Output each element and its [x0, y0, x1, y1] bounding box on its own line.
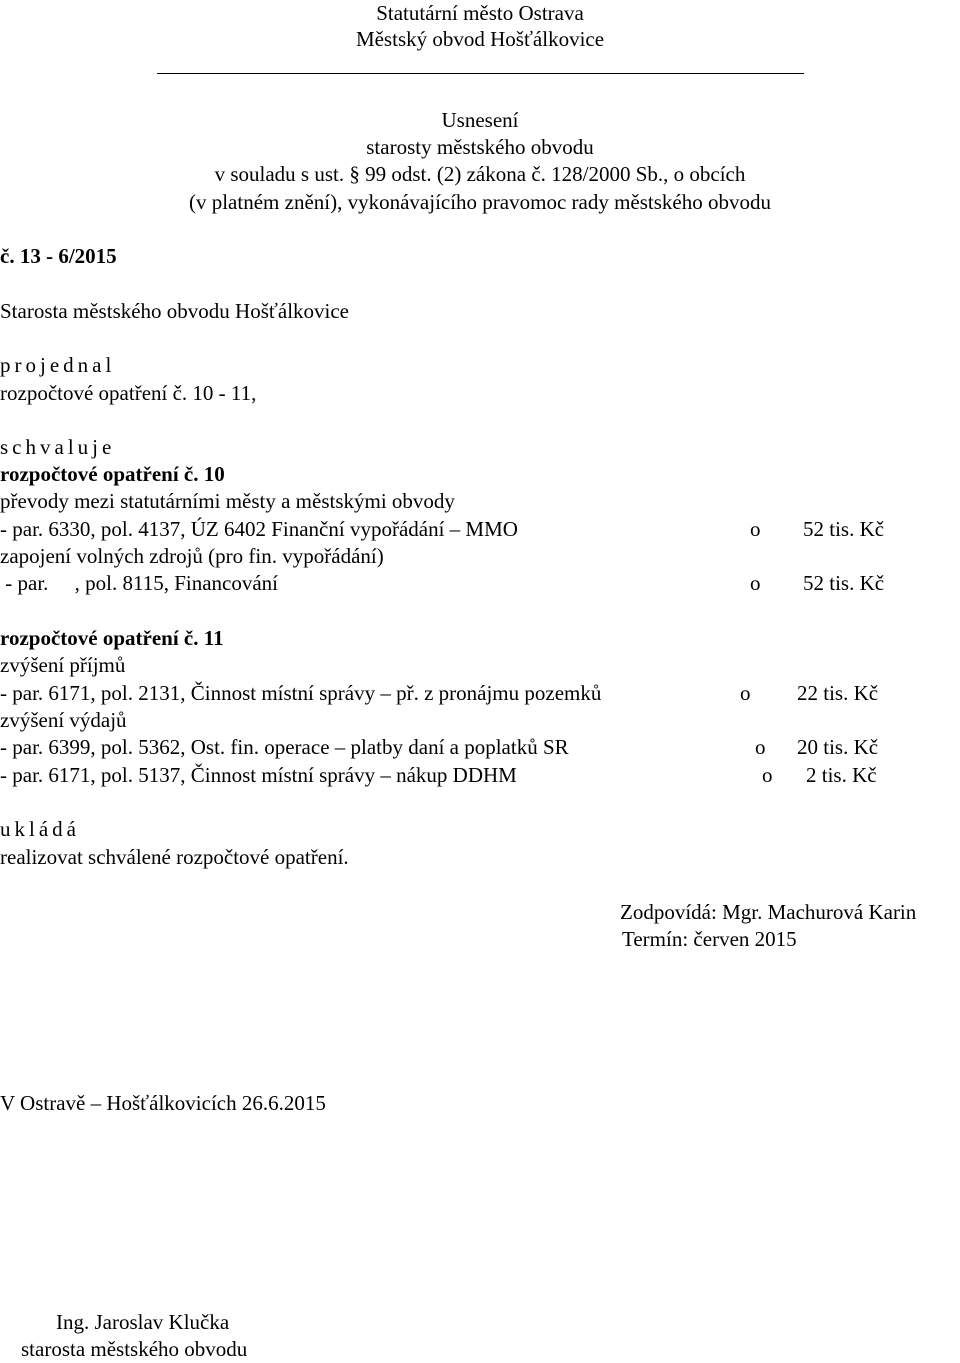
- measure-10-title: rozpočtové opatření č. 10: [0, 462, 225, 486]
- funding-item: - par. , pol. 8115, Financování: [0, 571, 279, 595]
- measure-11-title: rozpočtové opatření č. 11: [0, 626, 224, 650]
- legal-basis: v souladu s ust. § 99 odst. (2) zákona č. 128/2000 Sb., o obcích: [214, 162, 746, 186]
- transfer-o: o: [750, 517, 761, 541]
- expense-heading: zvýšení výdajů: [0, 708, 127, 732]
- place-date: V Ostravě – Hošťálkovicích 26.6.2015: [0, 1091, 326, 1115]
- responsible-person: Zodpovídá: Mgr. Machurová Karin: [620, 900, 917, 924]
- signatory-role: starosta městského obvodu: [21, 1337, 248, 1361]
- funding-heading: zapojení volných zdrojů (pro fin. vypořádání): [0, 544, 384, 568]
- expense-o: o: [762, 763, 773, 787]
- expense-amount: 20 tis. Kč: [797, 735, 879, 759]
- district-name: Městský obvod Hošťálkovice: [355, 27, 605, 51]
- header-divider: [157, 73, 804, 74]
- verb-projednal: projednal: [0, 353, 116, 377]
- verb-uklada: ukládá: [0, 817, 80, 841]
- expense-o: o: [755, 735, 766, 759]
- transfer-amount: 52 tis. Kč: [803, 517, 885, 541]
- verb-schvaluje: schvaluje: [0, 435, 116, 459]
- legal-basis-continued: (v platném znění), vykonávajícího pravomoc rady městského obvodu: [188, 190, 771, 214]
- signatory-name: Ing. Jaroslav Klučka: [56, 1310, 230, 1334]
- income-item: - par. 6171, pol. 2131, Činnost místní správy – př. z pronájmu pozemků: [0, 681, 602, 705]
- transfer-heading: převody mezi statutárními městy a městskými obvody: [0, 489, 455, 513]
- document-title: Usnesení: [441, 108, 519, 132]
- deadline: Termín: červen 2015: [622, 927, 797, 951]
- funding-amount: 52 tis. Kč: [803, 571, 885, 595]
- expense-item: - par. 6171, pol. 5137, Činnost místní správy – nákup DDHM: [0, 763, 517, 787]
- uklada-text: realizovat schválené rozpočtové opatření.: [0, 845, 349, 869]
- funding-o: o: [750, 571, 761, 595]
- city-name: Statutární město Ostrava: [376, 1, 584, 25]
- expense-item: - par. 6399, pol. 5362, Ost. fin. operace – platby daní a poplatků SR: [0, 735, 569, 759]
- income-o: o: [740, 681, 751, 705]
- actor-statement: Starosta městského obvodu Hošťálkovice: [0, 299, 350, 323]
- income-heading: zvýšení příjmů: [0, 653, 126, 677]
- expense-amount: 2 tis. Kč: [806, 763, 877, 787]
- transfer-item: - par. 6330, pol. 4137, ÚZ 6402 Finanční vypořádání – MMO: [0, 517, 518, 541]
- income-amount: 22 tis. Kč: [797, 681, 879, 705]
- document-subtitle: starosty městského obvodu: [366, 135, 594, 159]
- resolution-number: č. 13 - 6/2015: [0, 244, 117, 268]
- projednal-text: rozpočtové opatření č. 10 - 11,: [0, 381, 257, 405]
